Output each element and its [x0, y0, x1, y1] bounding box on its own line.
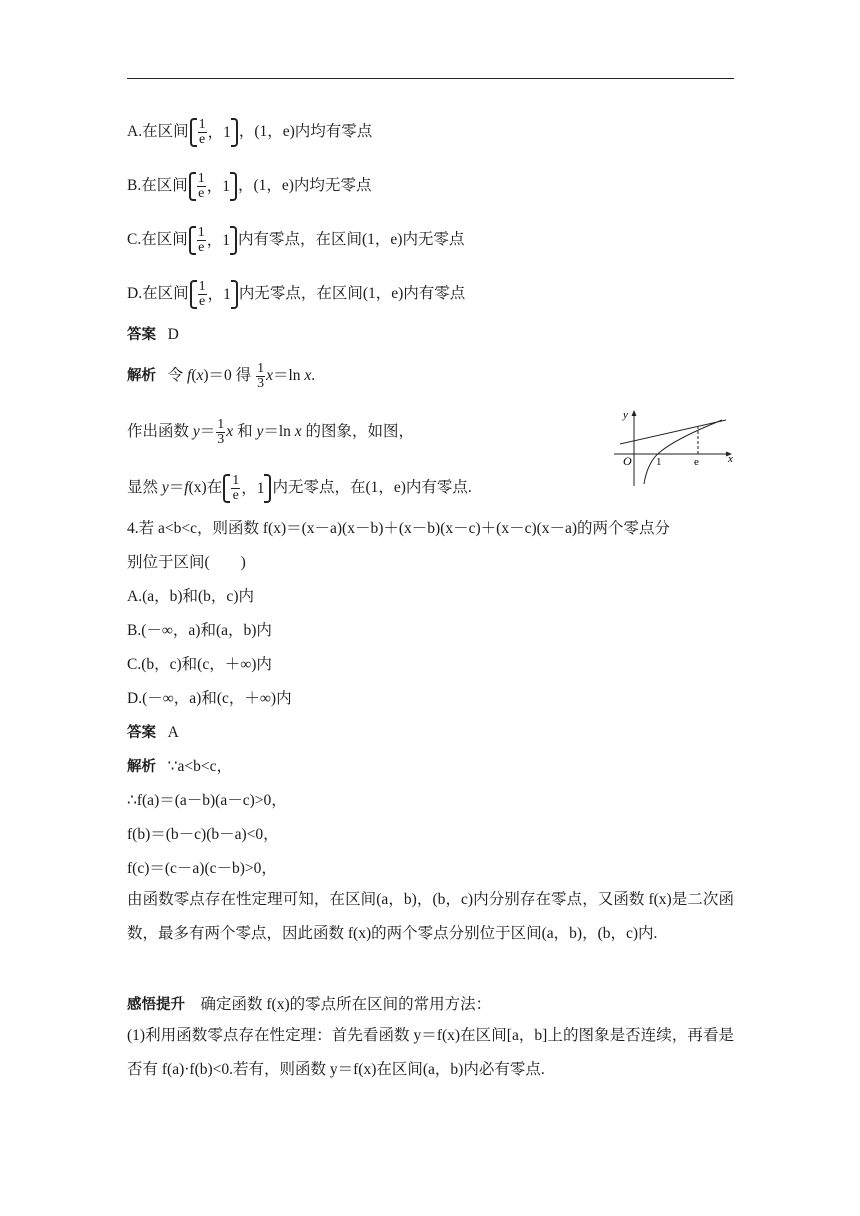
math-x: x — [196, 367, 204, 385]
interval-bracket — [189, 172, 237, 201]
frac-denominator: e — [198, 132, 206, 147]
text: ＝ — [168, 479, 185, 497]
interval-right: ，1 — [206, 177, 230, 195]
insight-paragraph: (1)利用函数零点存在性定理：首先看函数 y＝f(x)在区间[a，b]上的图象是否连续，再看是否有 f(a)·f(b)<0.若有，则函数 y＝f(x)在区间(a，b)内必有零点. — [127, 1027, 734, 1078]
text: 令 — [167, 367, 188, 385]
q4-option-c: C.(b，c)和(c，＋∞)内 — [127, 656, 272, 673]
math-x: x — [226, 423, 234, 441]
text: ＝ln — [263, 423, 295, 441]
frac-numerator: 1 — [257, 361, 265, 376]
graph-origin: O — [623, 454, 632, 468]
frac-numerator: 1 — [197, 171, 205, 186]
frac-denominator: e — [198, 186, 205, 201]
answer-3 — [127, 325, 179, 345]
q4-line2: 别位于区间( ) — [127, 554, 246, 571]
frac-numerator: 1 — [198, 117, 206, 132]
analysis-3-line3 — [127, 474, 472, 503]
frac-numerator: 1 — [217, 417, 225, 432]
answer-value: A — [167, 724, 179, 741]
text: 显然 — [127, 479, 162, 497]
option-d-prefix: D.在区间 — [127, 285, 189, 303]
function-graph — [610, 408, 740, 488]
analysis-4-line1 — [127, 757, 232, 777]
frac-denominator: 3 — [257, 376, 265, 391]
graph-tick-e: e — [694, 456, 699, 468]
text: ＝ — [199, 423, 216, 441]
insight-label: 感悟提升 — [127, 997, 185, 1013]
frac-numerator: 1 — [197, 225, 205, 240]
math-x: x — [294, 423, 302, 441]
option-c-prefix: C.在区间 — [127, 231, 188, 249]
interval-bracket — [189, 226, 237, 255]
math-x: x — [266, 367, 273, 385]
analysis-4-line2: ∴f(a)＝(a－b)(a－c)>0， — [127, 792, 287, 809]
graph-tick-1: 1 — [656, 456, 662, 468]
text: 内无零点，在(1，e)内有零点. — [272, 479, 472, 497]
answer-label: 答案 — [127, 725, 156, 741]
option-b — [127, 172, 371, 201]
option-b-text: ，(1，e)内均无零点 — [237, 177, 372, 195]
q4-option-d: D.(－∞，a)和(c，＋∞)内 — [127, 690, 292, 707]
option-b-prefix: B.在区间 — [127, 177, 188, 195]
frac-denominator: e — [198, 240, 205, 255]
text: )＝0 得 — [203, 367, 256, 385]
math-y: y — [161, 479, 169, 497]
option-a-prefix: A.在区间 — [127, 123, 189, 141]
option-c-text: 内有零点，在区间(1，e)内无零点 — [237, 231, 465, 249]
insight-title — [127, 995, 491, 1015]
analysis-4-paragraph: 由函数零点存在性定理可知，在区间(a，b)，(b，c)内分别存在零点，又函数 f(x)是二次函数，最多有两个零点，因此函数 f(x)的两个零点分别位于区间(a，b)，(b，c)内. — [127, 891, 734, 942]
fraction — [256, 362, 265, 391]
line-curve — [620, 420, 726, 444]
text: 在 — [206, 479, 223, 497]
q4-line1: 4.若 a<b<c，则函数 f(x)＝(x－a)(x－b)＋(x－b)(x－c)＋(x－c)(x－a)的两个零点分 — [127, 520, 671, 537]
q4-option-b: B.(－∞，a)和(a，b)内 — [127, 622, 272, 639]
y-arrow — [632, 410, 637, 416]
text: 和 — [233, 423, 257, 441]
insight-title-text: 确定函数 f(x)的零点所在区间的常用方法： — [185, 996, 492, 1013]
text: (x) — [188, 479, 207, 497]
graph-x-label: x — [728, 453, 733, 465]
text: 的图象，如图， — [301, 423, 415, 441]
math-x: x — [304, 367, 312, 385]
interval-bracket — [190, 280, 238, 309]
math-f: f — [184, 479, 189, 497]
text: 作出函数 — [127, 423, 193, 441]
option-d — [127, 280, 465, 309]
interval-bracket — [190, 118, 238, 147]
frac-denominator: e — [198, 294, 206, 309]
frac-denominator: 3 — [217, 432, 225, 447]
analysis-4-line4: f(c)＝(c－a)(c－b)>0， — [127, 860, 277, 877]
header-rule — [127, 78, 734, 79]
fraction — [216, 418, 225, 447]
option-c — [127, 226, 464, 255]
interval-right: ，1 — [207, 285, 231, 303]
option-a — [127, 118, 372, 147]
text: ( — [191, 367, 197, 385]
frac-numerator: 1 — [198, 279, 206, 294]
frac-numerator: 1 — [232, 473, 240, 488]
answer-4 — [127, 723, 179, 743]
interval-right: ，1 — [241, 479, 265, 497]
interval-right: ，1 — [207, 123, 231, 141]
interval-right: ，1 — [206, 231, 230, 249]
analysis-3-line1 — [127, 362, 315, 391]
option-d-text: 内无零点，在区间(1，e)内有零点 — [238, 285, 466, 303]
analysis-label: 解析 — [127, 368, 156, 385]
analysis-label: 解析 — [127, 759, 156, 775]
math-y: y — [192, 423, 200, 441]
analysis-4-line3: f(b)＝(b－c)(b－a)<0， — [127, 826, 279, 843]
analysis-3-line2 — [127, 418, 414, 447]
answer-value: D — [167, 326, 179, 343]
q4-option-a: A.(a，b)和(b，c)内 — [127, 588, 254, 605]
math-y: y — [256, 423, 264, 441]
text: . — [311, 367, 316, 385]
interval-bracket — [223, 474, 271, 503]
option-a-text: ，(1，e)内均有零点 — [238, 123, 373, 141]
math-f: f — [187, 367, 192, 385]
frac-denominator: e — [232, 488, 239, 503]
graph-y-label: y — [623, 409, 628, 421]
text: ＝ln — [272, 367, 305, 385]
answer-label: 答案 — [127, 327, 156, 343]
analysis-text: ∵a<b<c， — [167, 758, 232, 775]
